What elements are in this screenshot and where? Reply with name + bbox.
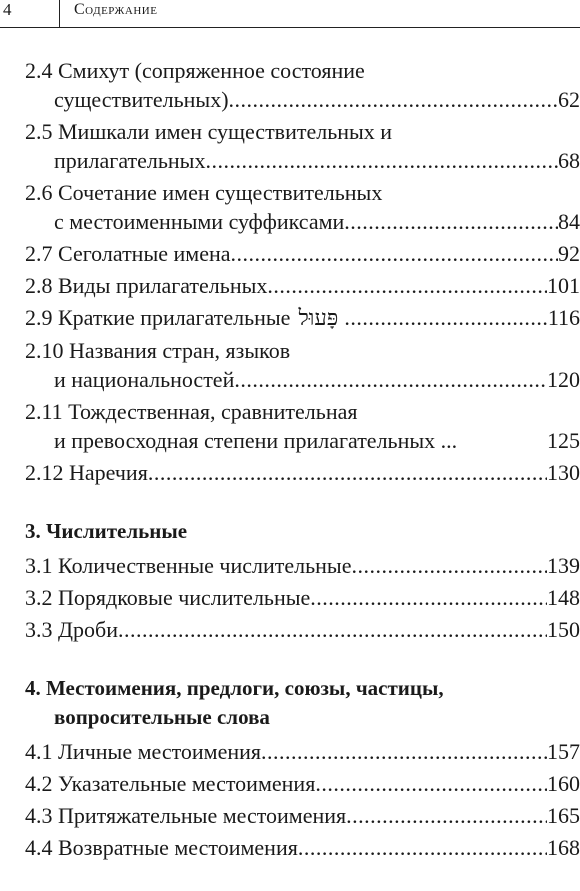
toc-page-number: 157 — [547, 739, 580, 764]
toc-entry-title: существительных) — [54, 87, 229, 112]
toc-entry[interactable] — [25, 615, 580, 644]
dot-leader — [229, 85, 558, 114]
toc-entry[interactable] — [25, 458, 580, 487]
page-header — [0, 0, 580, 28]
dot-leader — [234, 365, 547, 394]
dot-leader — [344, 207, 558, 236]
toc-entry[interactable] — [25, 178, 580, 236]
dot-leader — [346, 801, 547, 830]
toc-entry-title: 4.4 Возвратные местоимения — [25, 835, 298, 860]
toc-page-number: 139 — [547, 553, 580, 578]
toc-page-number: 62 — [558, 87, 580, 112]
section-title: 4. Местоимения, предлоги, союзы, частицы, — [25, 676, 444, 700]
toc-entry-title: 2.11 Тождественная, сравнительная — [25, 399, 358, 424]
section-title: 3. Числительные — [25, 519, 188, 543]
section-title: вопросительные слова — [54, 705, 270, 729]
dot-leader — [298, 833, 547, 862]
toc-entry[interactable] — [25, 833, 580, 862]
toc-page-number: 101 — [547, 273, 580, 298]
toc-entry-title: 2.7 Сеголатные имена — [25, 241, 231, 266]
toc-entry-title: 2.8 Виды прилагательных — [25, 273, 268, 298]
header-divider — [59, 0, 60, 27]
table-of-contents — [25, 56, 580, 865]
dot-leader — [118, 615, 547, 644]
toc-entry-title: 2.12 Наречия — [25, 460, 148, 485]
page-number: 4 — [3, 0, 12, 19]
section-heading[interactable] — [25, 517, 580, 546]
toc-entry[interactable] — [25, 336, 580, 394]
dot-leader — [148, 458, 547, 487]
toc-page-number: 120 — [547, 367, 580, 392]
toc-entry[interactable] — [25, 56, 580, 114]
toc-entry-title: 3.1 Количественные числительные — [25, 553, 352, 578]
toc-entry-title: с местоименными суффиксами — [54, 209, 345, 234]
toc-entry[interactable] — [25, 583, 580, 612]
dot-leader — [310, 583, 547, 612]
hebrew-term: פָּעוּל — [298, 306, 339, 331]
dot-leader — [351, 551, 547, 580]
toc-entry-title: 2.10 Названия стран, языков — [25, 338, 291, 363]
toc-entry-title: и национальностей — [54, 367, 235, 392]
dot-leader — [267, 271, 547, 300]
toc-page-number: 148 — [547, 585, 580, 610]
toc-entry-title: 2.5 Мишкали имен существительных и — [25, 119, 393, 144]
toc-page-number: 92 — [558, 241, 580, 266]
toc-entry-title: и превосходная степени прилагательных ... — [54, 428, 458, 453]
dot-leader — [261, 737, 547, 766]
dot-leader — [231, 239, 559, 268]
toc-entry[interactable] — [25, 397, 580, 455]
section-heading[interactable] — [25, 674, 580, 732]
toc-page-number: 130 — [547, 460, 580, 485]
toc-entry[interactable] — [25, 737, 580, 766]
running-head: Содержание — [74, 1, 158, 18]
toc-entry[interactable] — [25, 801, 580, 830]
toc-page-number: 68 — [558, 148, 580, 173]
toc-entry-title: 3.2 Порядковые числительные — [25, 585, 311, 610]
dot-leader — [344, 303, 547, 332]
toc-entry[interactable] — [25, 769, 580, 798]
toc-page-number: 150 — [547, 617, 580, 642]
toc-entry-title: прилагательных — [54, 148, 206, 173]
toc-entry[interactable] — [25, 303, 580, 333]
toc-entry[interactable] — [25, 271, 580, 300]
toc-entry[interactable] — [25, 239, 580, 268]
toc-entry[interactable] — [25, 117, 580, 175]
toc-page-number: 116 — [547, 305, 580, 330]
toc-page-number: 125 — [547, 428, 580, 453]
toc-entry-title: 2.4 Смихут (сопряженное состояние — [25, 58, 365, 83]
toc-entry-title: 3.3 Дроби — [25, 617, 118, 642]
toc-entry[interactable] — [25, 551, 580, 580]
toc-entry-title: 4.3 Притяжательные местоимения — [25, 803, 347, 828]
dot-leader — [205, 146, 558, 175]
toc-page-number: 160 — [547, 771, 580, 796]
toc-page-number: 165 — [547, 803, 580, 828]
toc-entry-title: 2.9 Краткие прилагательные — [25, 305, 291, 330]
toc-page-number: 84 — [558, 209, 580, 234]
toc-entry-title: 4.1 Личные местоимения — [25, 739, 262, 764]
toc-entry-title: 4.2 Указательные местоимения — [25, 771, 316, 796]
dot-leader — [315, 769, 547, 798]
toc-entry-title: 2.6 Сочетание имен существительных — [25, 180, 383, 205]
toc-page-number: 168 — [547, 835, 580, 860]
